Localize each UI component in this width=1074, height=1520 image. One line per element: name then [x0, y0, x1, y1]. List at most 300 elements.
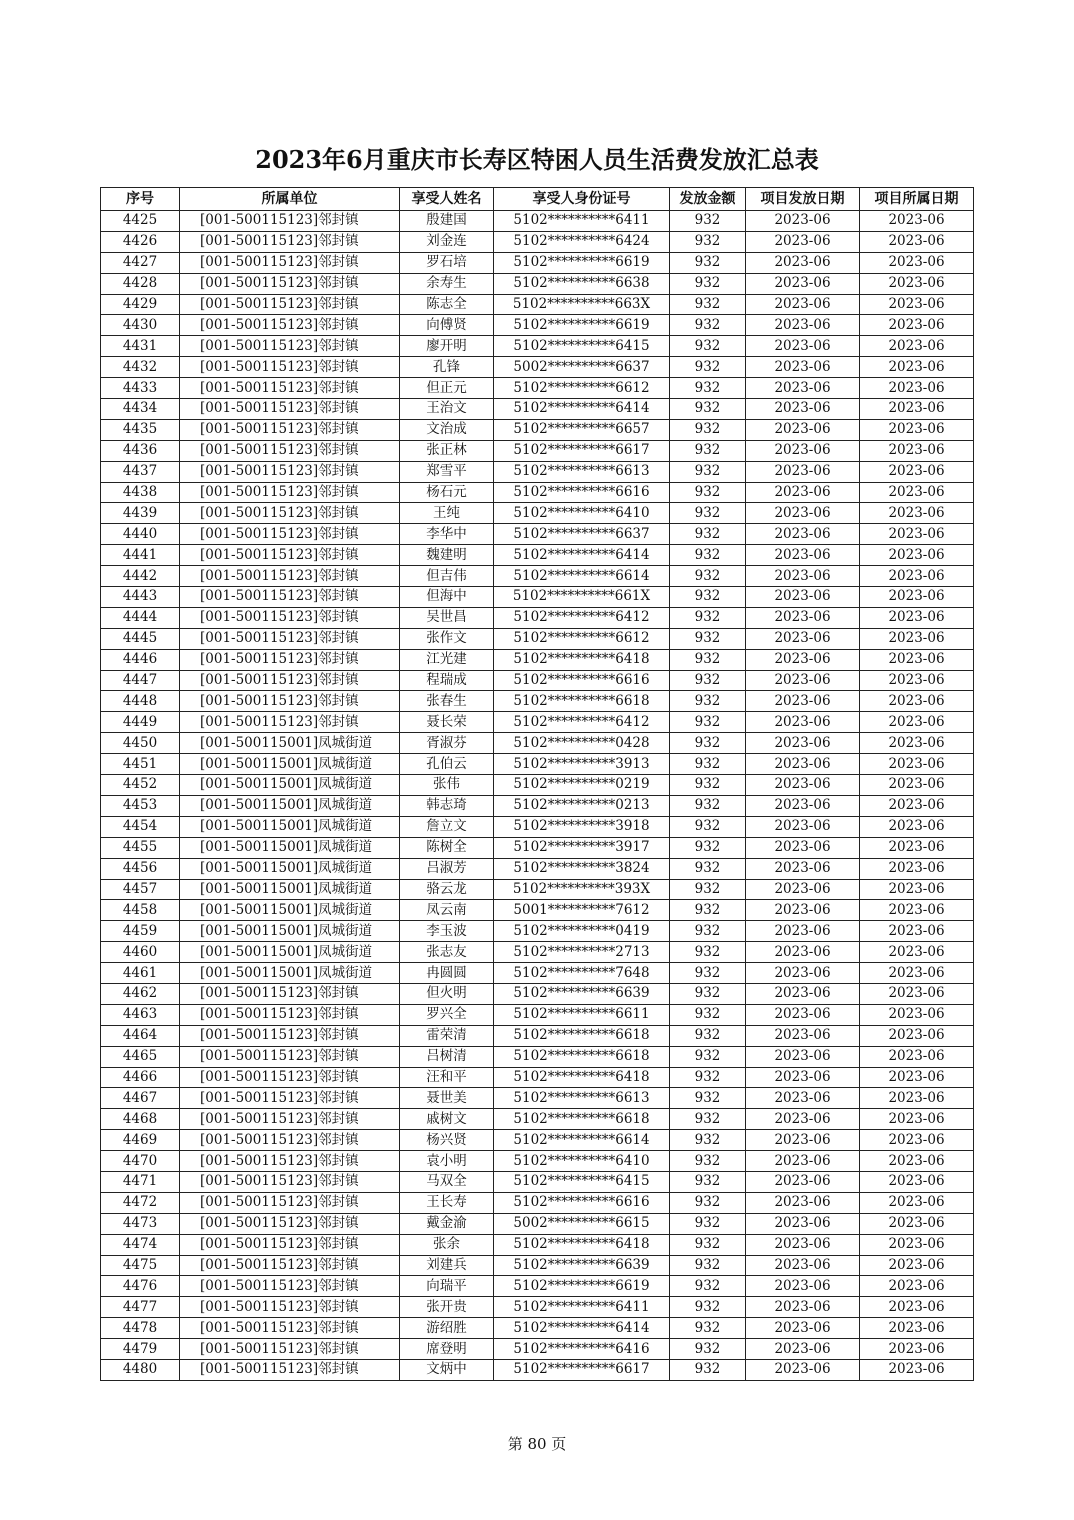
- cell-unit: [001-500115123]邻封镇: [180, 607, 400, 628]
- cell-id-number: 5102**********6639: [494, 983, 670, 1004]
- cell-serial: 4471: [101, 1171, 180, 1192]
- cell-period-date: 2023-06: [860, 1276, 974, 1297]
- cell-id-number: 5102**********6639: [494, 1255, 670, 1276]
- cell-amount: 932: [670, 900, 746, 921]
- table-row: [101, 1255, 974, 1276]
- cell-unit: [001-500115001]凤城街道: [180, 879, 400, 900]
- cell-period-date: 2023-06: [860, 1067, 974, 1088]
- cell-period-date: 2023-06: [860, 858, 974, 879]
- table-row: [101, 461, 974, 482]
- cell-issue-date: 2023-06: [746, 628, 860, 649]
- cell-amount: 932: [670, 357, 746, 378]
- cell-name: 文炳中: [400, 1359, 494, 1380]
- cell-issue-date: 2023-06: [746, 1109, 860, 1130]
- cell-id-number: 5102**********663X: [494, 294, 670, 315]
- cell-unit: [001-500115123]邻封镇: [180, 231, 400, 252]
- cell-name: 张春生: [400, 691, 494, 712]
- cell-period-date: 2023-06: [860, 1192, 974, 1213]
- cell-id-number: 5102**********6619: [494, 315, 670, 336]
- cell-serial: 4457: [101, 879, 180, 900]
- cell-issue-date: 2023-06: [746, 1130, 860, 1151]
- cell-serial: 4465: [101, 1046, 180, 1067]
- table-row: [101, 1046, 974, 1067]
- cell-id-number: 5002**********6615: [494, 1213, 670, 1234]
- table-row: [101, 482, 974, 503]
- cell-serial: 4443: [101, 587, 180, 608]
- cell-name: 王治文: [400, 399, 494, 420]
- table-row: [101, 607, 974, 628]
- cell-period-date: 2023-06: [860, 482, 974, 503]
- table-row: [101, 1025, 974, 1046]
- cell-name: 吕树清: [400, 1046, 494, 1067]
- column-header-name: 享受人姓名: [400, 188, 494, 211]
- cell-id-number: 5102**********2713: [494, 942, 670, 963]
- cell-period-date: 2023-06: [860, 900, 974, 921]
- cell-serial: 4440: [101, 524, 180, 545]
- cell-serial: 4441: [101, 545, 180, 566]
- cell-period-date: 2023-06: [860, 440, 974, 461]
- cell-amount: 932: [670, 1004, 746, 1025]
- cell-id-number: 5102**********6616: [494, 670, 670, 691]
- cell-id-number: 5102**********6416: [494, 1339, 670, 1360]
- cell-name: 刘金连: [400, 231, 494, 252]
- cell-serial: 4429: [101, 294, 180, 315]
- cell-id-number: 5102**********6411: [494, 211, 670, 232]
- table-row: [101, 775, 974, 796]
- cell-unit: [001-500115123]邻封镇: [180, 1109, 400, 1130]
- cell-amount: 932: [670, 712, 746, 733]
- table-row: [101, 1067, 974, 1088]
- cell-serial: 4479: [101, 1339, 180, 1360]
- column-header-amount: 发放金额: [670, 188, 746, 211]
- payment-summary-table: [100, 187, 974, 1381]
- table-row: [101, 1234, 974, 1255]
- cell-issue-date: 2023-06: [746, 1067, 860, 1088]
- table-row: [101, 983, 974, 1004]
- cell-issue-date: 2023-06: [746, 399, 860, 420]
- table-row: [101, 315, 974, 336]
- cell-name: 张伟: [400, 775, 494, 796]
- cell-amount: 932: [670, 733, 746, 754]
- cell-amount: 932: [670, 315, 746, 336]
- cell-unit: [001-500115123]邻封镇: [180, 357, 400, 378]
- cell-period-date: 2023-06: [860, 837, 974, 858]
- cell-name: 冉圆圆: [400, 963, 494, 984]
- cell-issue-date: 2023-06: [746, 1171, 860, 1192]
- cell-unit: [001-500115123]邻封镇: [180, 1276, 400, 1297]
- cell-serial: 4446: [101, 649, 180, 670]
- cell-unit: [001-500115001]凤城街道: [180, 733, 400, 754]
- cell-unit: [001-500115001]凤城街道: [180, 775, 400, 796]
- cell-serial: 4439: [101, 503, 180, 524]
- cell-id-number: 5102**********6412: [494, 712, 670, 733]
- cell-name: 王纯: [400, 503, 494, 524]
- cell-period-date: 2023-06: [860, 1088, 974, 1109]
- cell-id-number: 5102**********6618: [494, 1025, 670, 1046]
- cell-amount: 932: [670, 1151, 746, 1172]
- cell-period-date: 2023-06: [860, 1004, 974, 1025]
- cell-name: 戚树文: [400, 1109, 494, 1130]
- cell-amount: 932: [670, 419, 746, 440]
- table-row: [101, 942, 974, 963]
- cell-id-number: 5102**********3917: [494, 837, 670, 858]
- table-row: [101, 1171, 974, 1192]
- cell-unit: [001-500115123]邻封镇: [180, 524, 400, 545]
- cell-name: 张作文: [400, 628, 494, 649]
- cell-id-number: 5102**********0428: [494, 733, 670, 754]
- cell-amount: 932: [670, 1213, 746, 1234]
- cell-issue-date: 2023-06: [746, 440, 860, 461]
- cell-period-date: 2023-06: [860, 1339, 974, 1360]
- cell-amount: 932: [670, 378, 746, 399]
- cell-period-date: 2023-06: [860, 963, 974, 984]
- cell-amount: 932: [670, 963, 746, 984]
- cell-issue-date: 2023-06: [746, 795, 860, 816]
- cell-id-number: 5102**********6415: [494, 1171, 670, 1192]
- cell-name: 王长寿: [400, 1192, 494, 1213]
- cell-period-date: 2023-06: [860, 921, 974, 942]
- cell-issue-date: 2023-06: [746, 921, 860, 942]
- cell-period-date: 2023-06: [860, 231, 974, 252]
- cell-amount: 932: [670, 524, 746, 545]
- table-row: [101, 273, 974, 294]
- cell-amount: 932: [670, 1276, 746, 1297]
- cell-id-number: 5102**********6619: [494, 252, 670, 273]
- cell-id-number: 5102**********6414: [494, 1318, 670, 1339]
- table-row: [101, 628, 974, 649]
- cell-amount: 932: [670, 837, 746, 858]
- cell-serial: 4467: [101, 1088, 180, 1109]
- cell-amount: 932: [670, 1339, 746, 1360]
- cell-name: 但火明: [400, 983, 494, 1004]
- cell-unit: [001-500115001]凤城街道: [180, 816, 400, 837]
- cell-id-number: 5102**********6410: [494, 1151, 670, 1172]
- cell-unit: [001-500115123]邻封镇: [180, 566, 400, 587]
- cell-issue-date: 2023-06: [746, 336, 860, 357]
- cell-issue-date: 2023-06: [746, 419, 860, 440]
- cell-amount: 932: [670, 649, 746, 670]
- table-row: [101, 566, 974, 587]
- cell-period-date: 2023-06: [860, 754, 974, 775]
- table-row: [101, 399, 974, 420]
- cell-serial: 4453: [101, 795, 180, 816]
- table-row: [101, 921, 974, 942]
- cell-amount: 932: [670, 1025, 746, 1046]
- cell-serial: 4450: [101, 733, 180, 754]
- cell-id-number: 5102**********6618: [494, 1046, 670, 1067]
- cell-unit: [001-500115123]邻封镇: [180, 1171, 400, 1192]
- cell-unit: [001-500115123]邻封镇: [180, 1318, 400, 1339]
- cell-serial: 4458: [101, 900, 180, 921]
- cell-issue-date: 2023-06: [746, 1192, 860, 1213]
- cell-serial: 4459: [101, 921, 180, 942]
- cell-serial: 4445: [101, 628, 180, 649]
- cell-unit: [001-500115123]邻封镇: [180, 1213, 400, 1234]
- table-row: [101, 1276, 974, 1297]
- cell-id-number: 5102**********6657: [494, 419, 670, 440]
- column-header-period-date: 项目所属日期: [860, 188, 974, 211]
- cell-unit: [001-500115123]邻封镇: [180, 461, 400, 482]
- cell-id-number: 5102**********6424: [494, 231, 670, 252]
- cell-period-date: 2023-06: [860, 607, 974, 628]
- cell-amount: 932: [670, 628, 746, 649]
- cell-amount: 932: [670, 545, 746, 566]
- cell-serial: 4438: [101, 482, 180, 503]
- cell-unit: [001-500115123]邻封镇: [180, 315, 400, 336]
- cell-period-date: 2023-06: [860, 587, 974, 608]
- cell-id-number: 5102**********6411: [494, 1297, 670, 1318]
- cell-serial: 4466: [101, 1067, 180, 1088]
- cell-issue-date: 2023-06: [746, 963, 860, 984]
- cell-serial: 4449: [101, 712, 180, 733]
- cell-amount: 932: [670, 587, 746, 608]
- table-row: [101, 1339, 974, 1360]
- cell-issue-date: 2023-06: [746, 378, 860, 399]
- cell-amount: 932: [670, 942, 746, 963]
- cell-period-date: 2023-06: [860, 1130, 974, 1151]
- table-row: [101, 1318, 974, 1339]
- table-row: [101, 294, 974, 315]
- cell-period-date: 2023-06: [860, 670, 974, 691]
- cell-name: 程瑞成: [400, 670, 494, 691]
- cell-id-number: 5102**********3824: [494, 858, 670, 879]
- cell-serial: 4442: [101, 566, 180, 587]
- cell-serial: 4476: [101, 1276, 180, 1297]
- page-number: 第 80 页: [507, 1435, 567, 1453]
- cell-id-number: 5102**********6612: [494, 628, 670, 649]
- cell-issue-date: 2023-06: [746, 315, 860, 336]
- cell-name: 向瑞平: [400, 1276, 494, 1297]
- cell-name: 杨兴贤: [400, 1130, 494, 1151]
- cell-issue-date: 2023-06: [746, 587, 860, 608]
- table-row: [101, 649, 974, 670]
- cell-period-date: 2023-06: [860, 357, 974, 378]
- cell-amount: 932: [670, 1255, 746, 1276]
- cell-unit: [001-500115123]邻封镇: [180, 378, 400, 399]
- cell-serial: 4455: [101, 837, 180, 858]
- cell-serial: 4469: [101, 1130, 180, 1151]
- table-row: [101, 879, 974, 900]
- table-row: [101, 837, 974, 858]
- cell-id-number: 5102**********6616: [494, 482, 670, 503]
- cell-serial: 4470: [101, 1151, 180, 1172]
- cell-name: 廖开明: [400, 336, 494, 357]
- cell-unit: [001-500115123]邻封镇: [180, 1297, 400, 1318]
- cell-unit: [001-500115123]邻封镇: [180, 1067, 400, 1088]
- cell-unit: [001-500115123]邻封镇: [180, 1255, 400, 1276]
- table-row: [101, 336, 974, 357]
- cell-id-number: 5102**********6618: [494, 691, 670, 712]
- cell-unit: [001-500115123]邻封镇: [180, 1130, 400, 1151]
- cell-period-date: 2023-06: [860, 1109, 974, 1130]
- cell-serial: 4433: [101, 378, 180, 399]
- cell-issue-date: 2023-06: [746, 503, 860, 524]
- table-row: [101, 1192, 974, 1213]
- cell-unit: [001-500115123]邻封镇: [180, 294, 400, 315]
- cell-serial: 4456: [101, 858, 180, 879]
- cell-amount: 932: [670, 231, 746, 252]
- cell-name: 孔伯云: [400, 754, 494, 775]
- cell-id-number: 5102**********6618: [494, 1109, 670, 1130]
- cell-issue-date: 2023-06: [746, 691, 860, 712]
- cell-unit: [001-500115123]邻封镇: [180, 399, 400, 420]
- cell-period-date: 2023-06: [860, 795, 974, 816]
- cell-id-number: 5102**********6614: [494, 1130, 670, 1151]
- table-body: [101, 211, 974, 1381]
- page-title: 2023年6月重庆市长寿区特困人员生活费发放汇总表: [255, 145, 819, 174]
- cell-unit: [001-500115123]邻封镇: [180, 1359, 400, 1380]
- cell-name: 杨石元: [400, 482, 494, 503]
- table-row: [101, 858, 974, 879]
- cell-unit: [001-500115123]邻封镇: [180, 336, 400, 357]
- cell-issue-date: 2023-06: [746, 1213, 860, 1234]
- table-row: [101, 252, 974, 273]
- cell-id-number: 5102**********3913: [494, 754, 670, 775]
- cell-name: 张正林: [400, 440, 494, 461]
- cell-unit: [001-500115123]邻封镇: [180, 1339, 400, 1360]
- cell-name: 马双全: [400, 1171, 494, 1192]
- cell-issue-date: 2023-06: [746, 1025, 860, 1046]
- cell-serial: 4444: [101, 607, 180, 628]
- cell-amount: 932: [670, 1359, 746, 1380]
- cell-amount: 932: [670, 440, 746, 461]
- cell-period-date: 2023-06: [860, 1255, 974, 1276]
- cell-serial: 4435: [101, 419, 180, 440]
- cell-id-number: 5102**********7648: [494, 963, 670, 984]
- cell-issue-date: 2023-06: [746, 900, 860, 921]
- column-header-unit: 所属单位: [180, 188, 400, 211]
- cell-issue-date: 2023-06: [746, 273, 860, 294]
- table-row: [101, 712, 974, 733]
- cell-unit: [001-500115123]邻封镇: [180, 712, 400, 733]
- cell-amount: 932: [670, 482, 746, 503]
- cell-amount: 932: [670, 1130, 746, 1151]
- cell-amount: 932: [670, 1234, 746, 1255]
- cell-issue-date: 2023-06: [746, 816, 860, 837]
- cell-period-date: 2023-06: [860, 1297, 974, 1318]
- cell-amount: 932: [670, 294, 746, 315]
- cell-name: 但正元: [400, 378, 494, 399]
- cell-period-date: 2023-06: [860, 566, 974, 587]
- cell-issue-date: 2023-06: [746, 1339, 860, 1360]
- table-row: [101, 1130, 974, 1151]
- cell-amount: 932: [670, 1088, 746, 1109]
- cell-unit: [001-500115001]凤城街道: [180, 942, 400, 963]
- cell-amount: 932: [670, 1067, 746, 1088]
- cell-unit: [001-500115123]邻封镇: [180, 1088, 400, 1109]
- cell-name: 殷建国: [400, 211, 494, 232]
- table-row: [101, 1213, 974, 1234]
- cell-name: 凤云南: [400, 900, 494, 921]
- cell-id-number: 5102**********6613: [494, 1088, 670, 1109]
- cell-amount: 932: [670, 607, 746, 628]
- cell-amount: 932: [670, 1109, 746, 1130]
- cell-name: 聂长荣: [400, 712, 494, 733]
- cell-unit: [001-500115123]邻封镇: [180, 691, 400, 712]
- cell-serial: 4454: [101, 816, 180, 837]
- cell-id-number: 5102**********0419: [494, 921, 670, 942]
- cell-period-date: 2023-06: [860, 524, 974, 545]
- cell-amount: 932: [670, 1192, 746, 1213]
- cell-name: 孔锋: [400, 357, 494, 378]
- table-row: [101, 440, 974, 461]
- cell-amount: 932: [670, 775, 746, 796]
- table-row: [101, 670, 974, 691]
- cell-id-number: 5102**********6619: [494, 1276, 670, 1297]
- table-row: [101, 524, 974, 545]
- cell-id-number: 5102**********6617: [494, 1359, 670, 1380]
- cell-issue-date: 2023-06: [746, 837, 860, 858]
- cell-period-date: 2023-06: [860, 399, 974, 420]
- cell-id-number: 5102**********6614: [494, 566, 670, 587]
- cell-unit: [001-500115123]邻封镇: [180, 983, 400, 1004]
- cell-amount: 932: [670, 461, 746, 482]
- cell-id-number: 5102**********0219: [494, 775, 670, 796]
- cell-period-date: 2023-06: [860, 211, 974, 232]
- cell-id-number: 5102**********3918: [494, 816, 670, 837]
- cell-id-number: 5102**********6611: [494, 1004, 670, 1025]
- cell-issue-date: 2023-06: [746, 1004, 860, 1025]
- cell-unit: [001-500115123]邻封镇: [180, 211, 400, 232]
- cell-serial: 4437: [101, 461, 180, 482]
- cell-serial: 4464: [101, 1025, 180, 1046]
- cell-id-number: 5102**********6418: [494, 1234, 670, 1255]
- cell-name: 但吉伟: [400, 566, 494, 587]
- cell-period-date: 2023-06: [860, 503, 974, 524]
- cell-name: 吕淑芳: [400, 858, 494, 879]
- cell-issue-date: 2023-06: [746, 858, 860, 879]
- cell-serial: 4452: [101, 775, 180, 796]
- cell-unit: [001-500115123]邻封镇: [180, 273, 400, 294]
- table-row: [101, 1004, 974, 1025]
- cell-unit: [001-500115123]邻封镇: [180, 419, 400, 440]
- cell-period-date: 2023-06: [860, 1046, 974, 1067]
- cell-name: 罗石培: [400, 252, 494, 273]
- cell-unit: [001-500115001]凤城街道: [180, 900, 400, 921]
- table-row: [101, 587, 974, 608]
- table-header-row: [101, 188, 974, 211]
- cell-period-date: 2023-06: [860, 294, 974, 315]
- cell-period-date: 2023-06: [860, 1151, 974, 1172]
- cell-issue-date: 2023-06: [746, 231, 860, 252]
- cell-name: 席登明: [400, 1339, 494, 1360]
- cell-issue-date: 2023-06: [746, 670, 860, 691]
- cell-issue-date: 2023-06: [746, 294, 860, 315]
- cell-issue-date: 2023-06: [746, 942, 860, 963]
- cell-issue-date: 2023-06: [746, 1234, 860, 1255]
- cell-amount: 932: [670, 858, 746, 879]
- cell-unit: [001-500115123]邻封镇: [180, 587, 400, 608]
- cell-name: 吴世昌: [400, 607, 494, 628]
- table-row: [101, 795, 974, 816]
- cell-id-number: 5102**********6616: [494, 1192, 670, 1213]
- cell-serial: 4460: [101, 942, 180, 963]
- cell-issue-date: 2023-06: [746, 1297, 860, 1318]
- table-row: [101, 545, 974, 566]
- cell-unit: [001-500115123]邻封镇: [180, 1046, 400, 1067]
- cell-period-date: 2023-06: [860, 461, 974, 482]
- cell-unit: [001-500115001]凤城街道: [180, 795, 400, 816]
- cell-issue-date: 2023-06: [746, 733, 860, 754]
- cell-period-date: 2023-06: [860, 1359, 974, 1380]
- cell-amount: 932: [670, 336, 746, 357]
- cell-serial: 4428: [101, 273, 180, 294]
- cell-issue-date: 2023-06: [746, 983, 860, 1004]
- cell-amount: 932: [670, 816, 746, 837]
- cell-period-date: 2023-06: [860, 879, 974, 900]
- cell-unit: [001-500115123]邻封镇: [180, 628, 400, 649]
- cell-name: 戴金渝: [400, 1213, 494, 1234]
